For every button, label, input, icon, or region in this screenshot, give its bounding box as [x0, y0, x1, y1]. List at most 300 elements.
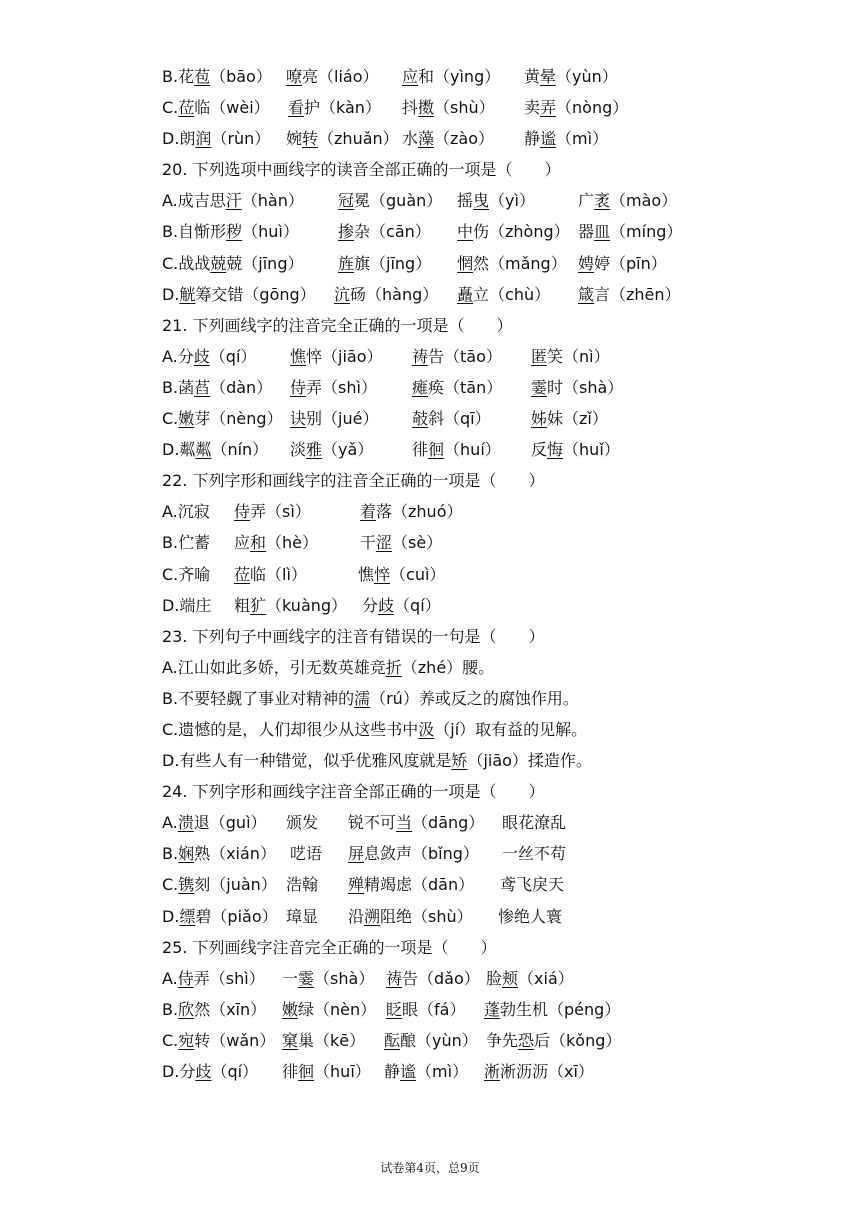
- option-cell: [162, 279, 316, 310]
- text-run: 时（shà）: [547, 377, 624, 397]
- text-run: 笑（nì）: [547, 346, 610, 366]
- text-run: 浩翰: [286, 875, 319, 895]
- text-run: 一丝不苟: [502, 844, 567, 864]
- text-run: 干: [360, 533, 377, 553]
- text-run: （zhuǎn）: [318, 129, 399, 149]
- text-run: （mào）: [610, 191, 678, 211]
- text-run: 绿（nèn）: [298, 999, 377, 1019]
- text-line: [162, 683, 822, 714]
- underlined-char: 屏: [348, 844, 365, 864]
- underlined-char: 霎: [298, 968, 315, 988]
- text-run: C.遗憾的是，人们却很少从这些书中: [162, 719, 419, 739]
- text-run: 憔: [358, 564, 375, 584]
- text-run: 广: [578, 191, 595, 211]
- text-run: （rú）养或反之的腐蚀作用。: [370, 688, 579, 708]
- text-line: [162, 932, 822, 963]
- option-cell: [386, 994, 465, 1025]
- option-cell: [402, 123, 494, 154]
- text-run: C.: [162, 409, 179, 429]
- text-run: 立（chù）: [473, 284, 551, 304]
- text-run: （xiá）: [518, 968, 574, 988]
- option-cell: [286, 901, 318, 932]
- text-run: （hè）: [266, 533, 319, 553]
- option-cell: [290, 341, 383, 372]
- option-cell: [282, 1056, 371, 1087]
- text-run: 20. 下列选项中画线字的读音全部正确的一项是（ ）: [162, 160, 561, 180]
- underlined-char: 当: [396, 813, 413, 833]
- underlined-char: 中: [457, 222, 474, 242]
- option-cell: [502, 807, 566, 838]
- text-run: B.: [162, 999, 179, 1019]
- option-cell: [162, 714, 587, 745]
- underlined-char: 祷: [386, 968, 403, 988]
- option-cell: [578, 216, 682, 247]
- text-run: 23. 下列句子中画线字的注音有错误的一句是（ ）: [162, 626, 545, 646]
- text-run: 呓语: [290, 844, 323, 864]
- underlined-char: 汲: [418, 719, 435, 739]
- option-cell: [162, 994, 266, 1025]
- option-cell: [162, 1025, 275, 1056]
- text-run: 阻绝（shù）: [380, 906, 473, 926]
- text-run: D.有些人有一种错觉，似乎优雅风度就是: [162, 751, 452, 771]
- option-cell: [348, 869, 474, 900]
- underlined-char: 溃: [177, 813, 194, 833]
- text-run: 精竭虑（dān）: [364, 875, 475, 895]
- text-run: 兢（jīng）: [226, 253, 304, 273]
- text-run: D.端庄: [162, 595, 212, 615]
- option-cell: [162, 559, 210, 590]
- text-run: 锐不可: [348, 813, 397, 833]
- underlined-char: 矫: [451, 751, 468, 771]
- option-cell: [578, 185, 677, 216]
- text-run: （hàn）: [241, 191, 304, 211]
- option-cell: [282, 994, 376, 1025]
- option-cell: [162, 403, 283, 434]
- text-run: 砀（hàng）: [350, 284, 439, 304]
- text-run: （qí）: [394, 595, 441, 615]
- text-run: （shà）: [314, 968, 375, 988]
- underlined-char: 瘫: [412, 377, 429, 397]
- underlined-char: 攲: [412, 409, 429, 429]
- text-run: 勃生机（péng）: [500, 999, 621, 1019]
- text-run: 后（kǒng）: [534, 1030, 622, 1050]
- text-run: B.: [162, 844, 179, 864]
- underlined-char: 汗: [225, 191, 242, 211]
- text-run: 争先: [486, 1030, 519, 1050]
- underlined-char: 侍: [234, 502, 251, 522]
- option-cell: [162, 1056, 258, 1087]
- option-cell: [162, 776, 545, 807]
- text-line: [162, 341, 822, 372]
- option-cell: [162, 932, 497, 963]
- text-run: 碧（piǎo）: [195, 906, 278, 926]
- text-line: [162, 403, 822, 434]
- option-cell: [338, 248, 431, 279]
- option-cell: [162, 341, 256, 372]
- text-run: 和（yìng）: [418, 67, 501, 86]
- text-run: A.分: [162, 346, 194, 366]
- underlined-char: 侍: [177, 968, 194, 988]
- underlined-char: 旌: [338, 253, 355, 273]
- option-cell: [457, 216, 570, 247]
- text-run: 痪（tān）: [428, 377, 503, 397]
- underlined-char: 嫩: [178, 409, 195, 429]
- text-run: 应: [234, 533, 251, 553]
- option-cell: [162, 216, 299, 247]
- text-run: 抖: [402, 98, 419, 118]
- text-run: D.朗: [162, 129, 196, 149]
- text-line: [162, 807, 822, 838]
- option-cell: [524, 92, 628, 123]
- underlined-char: 掺: [338, 222, 355, 242]
- text-run: 黄: [524, 67, 541, 86]
- text-line: [162, 92, 822, 123]
- text-run: 徘: [412, 440, 429, 460]
- text-run: 护（kàn）: [304, 98, 381, 118]
- option-cell: [162, 869, 277, 900]
- text-line: [162, 652, 822, 683]
- text-run: （zhé）腰。: [401, 657, 495, 677]
- underlined-char: 颊: [502, 968, 519, 988]
- underlined-char: 看: [288, 98, 305, 118]
- option-cell: [162, 901, 278, 932]
- text-run: B.花: [162, 67, 195, 86]
- text-run: C.齐喻: [162, 564, 211, 584]
- underlined-char: 兢: [210, 253, 227, 273]
- option-cell: [286, 869, 318, 900]
- text-run: （huí）: [444, 440, 501, 460]
- text-run: 摇: [457, 191, 474, 211]
- option-cell: [484, 1056, 594, 1087]
- text-run: 24. 下列字形和画线字注音全部正确的一项是（ ）: [162, 782, 545, 802]
- text-run: 亮（liáo）: [302, 67, 379, 86]
- text-run: （dàn）: [210, 377, 273, 397]
- text-run: （dāng）: [412, 813, 485, 833]
- text-line: [162, 248, 822, 279]
- text-run: 别（jué）: [306, 409, 379, 429]
- text-run: B.伫蓄: [162, 533, 211, 553]
- option-cell: [162, 92, 270, 123]
- underlined-char: 宛: [178, 1030, 195, 1050]
- underlined-char: 徊: [428, 440, 445, 460]
- text-run: B.不要轻觑了事业对精神的: [162, 688, 355, 708]
- underlined-char: 恐: [518, 1030, 535, 1050]
- option-cell: [162, 963, 265, 994]
- underlined-char: 祷: [412, 346, 429, 366]
- underlined-char: 沆: [334, 284, 351, 304]
- option-cell: [234, 590, 347, 621]
- underlined-char: 窠: [282, 1030, 299, 1050]
- option-cell: [402, 61, 500, 92]
- text-run: 芽（nèng）: [194, 409, 283, 429]
- underlined-char: 箴: [578, 284, 595, 304]
- text-run: （qí）: [211, 1062, 259, 1081]
- text-run: A.: [162, 813, 178, 833]
- text-run: （qí）: [209, 346, 257, 366]
- text-run: （yì）: [489, 191, 535, 211]
- option-cell: [362, 590, 441, 621]
- underlined-char: 悴: [374, 564, 391, 584]
- text-run: D.粼: [162, 440, 196, 460]
- text-run: 静: [384, 1062, 401, 1081]
- underlined-char: 殚: [348, 875, 365, 895]
- option-cell: [290, 403, 378, 434]
- underlined-char: 镌: [178, 875, 195, 895]
- text-run: （zào）: [434, 129, 495, 149]
- underlined-char: 皿: [594, 222, 611, 242]
- option-cell: [162, 745, 592, 776]
- option-cell: [531, 434, 620, 465]
- document-body: [162, 61, 822, 1087]
- text-line: [162, 465, 822, 496]
- underlined-char: 擞: [418, 98, 435, 118]
- text-line: [162, 994, 822, 1025]
- text-run: 冕（guàn）: [354, 191, 443, 211]
- text-line: [162, 527, 822, 558]
- text-line: [162, 372, 822, 403]
- option-cell: [486, 963, 574, 994]
- underlined-char: 溯: [364, 906, 381, 926]
- text-run: （mì）: [556, 129, 609, 149]
- text-run: （mì）: [416, 1062, 469, 1081]
- underlined-char: 转: [302, 129, 319, 149]
- underlined-char: 冠: [338, 191, 355, 211]
- option-cell: [498, 901, 562, 932]
- option-cell: [348, 838, 479, 869]
- text-run: 转（wǎn）: [194, 1030, 276, 1050]
- text-run: 鸢飞戾天: [500, 875, 565, 895]
- underlined-char: 涩: [376, 533, 393, 553]
- text-run: B.菡: [162, 377, 195, 397]
- text-run: 然（mǎng）: [473, 253, 567, 273]
- text-run: D.分: [162, 1062, 196, 1081]
- option-cell: [360, 527, 442, 558]
- option-cell: [338, 185, 442, 216]
- option-cell: [531, 403, 608, 434]
- text-run: A.江山如此多娇，引无数英雄竞: [162, 657, 386, 677]
- underlined-char: 缥: [179, 906, 196, 926]
- text-run: 淡: [290, 440, 307, 460]
- text-run: 分: [362, 595, 379, 615]
- text-run: 卖: [524, 98, 541, 118]
- option-cell: [412, 341, 502, 372]
- text-run: （yùn）: [556, 67, 618, 86]
- underlined-char: 惘: [457, 253, 474, 273]
- option-cell: [162, 527, 210, 558]
- text-line: [162, 559, 822, 590]
- option-cell: [162, 465, 545, 496]
- underlined-char: 萏: [194, 377, 211, 397]
- text-run: 22. 下列字形和画线字的注音全正确的一项是（ ）: [162, 471, 545, 491]
- option-cell: [348, 901, 473, 932]
- text-line: [162, 838, 822, 869]
- underlined-char: 粼: [195, 440, 212, 460]
- text-run: （jiāo）揉造作。: [467, 751, 592, 771]
- option-cell: [288, 92, 381, 123]
- option-cell: [531, 372, 623, 403]
- underlined-char: 嫩: [282, 999, 299, 1019]
- text-run: （shù）: [434, 98, 495, 118]
- underlined-char: 酝: [384, 1030, 401, 1050]
- option-cell: [502, 838, 566, 869]
- text-run: 刻（juàn）: [194, 875, 277, 895]
- underlined-char: 藻: [418, 129, 435, 149]
- text-run: 淅沥沥（xī）: [500, 1062, 594, 1081]
- option-cell: [162, 621, 545, 652]
- option-cell: [162, 61, 272, 92]
- option-cell: [457, 248, 567, 279]
- text-run: D.: [162, 906, 180, 926]
- text-line: [162, 590, 822, 621]
- text-run: A.沉寂: [162, 502, 210, 522]
- option-cell: [162, 652, 494, 683]
- text-run: 水: [402, 129, 419, 149]
- option-cell: [234, 527, 318, 558]
- option-cell: [402, 92, 495, 123]
- text-run: 粗: [234, 595, 251, 615]
- text-line: [162, 1025, 822, 1056]
- option-cell: [348, 807, 484, 838]
- text-run: （yǎ）: [322, 440, 374, 460]
- underlined-char: 嘹: [286, 67, 303, 86]
- option-cell: [162, 248, 303, 279]
- underlined-char: 袤: [594, 191, 611, 211]
- underlined-char: 淅: [484, 1062, 501, 1081]
- underlined-char: 侍: [290, 377, 307, 397]
- text-run: （nín）: [211, 440, 269, 460]
- text-run: 沿: [348, 906, 365, 926]
- underlined-char: 歧: [193, 346, 210, 366]
- option-cell: [484, 994, 620, 1025]
- page-footer: 试卷第4页，总9页: [380, 1161, 480, 1175]
- option-cell: [412, 372, 502, 403]
- option-cell: [290, 372, 377, 403]
- option-cell: [412, 434, 501, 465]
- underlined-char: 濡: [354, 688, 371, 708]
- text-line: [162, 963, 822, 994]
- text-line: [162, 745, 822, 776]
- text-line: [162, 310, 822, 341]
- text-run: 妹（zǐ）: [547, 409, 608, 429]
- text-run: C.: [162, 98, 179, 118]
- text-run: C.战战: [162, 253, 211, 273]
- option-cell: [162, 154, 561, 185]
- text-run: （huī）: [314, 1062, 371, 1081]
- underlined-char: 诀: [290, 409, 307, 429]
- underlined-char: 姊: [531, 409, 548, 429]
- underlined-char: 矗: [457, 284, 474, 304]
- underlined-char: 莅: [234, 564, 251, 584]
- underlined-char: 和: [250, 533, 267, 553]
- option-cell: [500, 869, 564, 900]
- option-cell: [578, 279, 681, 310]
- text-run: 徘: [282, 1062, 299, 1081]
- option-cell: [290, 838, 322, 869]
- text-run: 弄（shì）: [193, 968, 265, 988]
- option-cell: [234, 496, 311, 527]
- text-run: 告（tāo）: [428, 346, 502, 366]
- text-line: [162, 185, 822, 216]
- text-run: 弄（sì）: [250, 502, 311, 522]
- text-run: B.自惭形: [162, 222, 227, 242]
- option-cell: [286, 61, 379, 92]
- text-run: 然（xīn）: [194, 999, 267, 1019]
- underlined-char: 曳: [473, 191, 490, 211]
- text-run: C.: [162, 875, 179, 895]
- option-cell: [162, 807, 267, 838]
- underlined-char: 匿: [531, 346, 548, 366]
- text-run: 婷（pīn）: [594, 253, 667, 273]
- text-run: 斜（qī）: [428, 409, 491, 429]
- option-cell: [162, 123, 270, 154]
- option-cell: [162, 372, 272, 403]
- underlined-char: 犷: [250, 595, 267, 615]
- text-run: 伤（zhòng）: [473, 222, 570, 242]
- option-cell: [578, 248, 667, 279]
- text-run: 璋显: [286, 906, 319, 926]
- option-cell: [524, 123, 608, 154]
- underlined-char: 徊: [298, 1062, 315, 1081]
- text-run: （cuì）: [390, 564, 446, 584]
- underlined-char: 歧: [378, 595, 395, 615]
- option-cell: [162, 496, 210, 527]
- option-cell: [360, 496, 463, 527]
- underlined-char: 眨: [386, 999, 403, 1019]
- text-run: 器: [578, 222, 595, 242]
- option-cell: [338, 216, 431, 247]
- text-run: A.: [162, 968, 178, 988]
- underlined-char: 谧: [400, 1062, 417, 1081]
- option-cell: [290, 434, 373, 465]
- option-cell: [384, 1025, 478, 1056]
- text-run: 告（dǎo）: [402, 968, 480, 988]
- text-run: 巢（kē）: [298, 1030, 366, 1050]
- text-line: [162, 869, 822, 900]
- text-run: 言（zhēn）: [594, 284, 681, 304]
- option-cell: [531, 341, 610, 372]
- text-run: （sè）: [392, 533, 443, 553]
- underlined-char: 觥: [179, 284, 196, 304]
- text-line: [162, 154, 822, 185]
- underlined-char: 歧: [195, 1062, 212, 1081]
- text-line: [162, 123, 822, 154]
- option-cell: [162, 683, 579, 714]
- text-line: [162, 714, 822, 745]
- text-run: 筹交错（gōng）: [195, 284, 316, 304]
- text-run: 颁发: [286, 813, 319, 833]
- option-cell: [286, 807, 318, 838]
- text-run: 临（lì）: [250, 564, 307, 584]
- text-run: （míng）: [610, 222, 683, 242]
- underlined-char: 雅: [306, 440, 323, 460]
- text-run: （nòng）: [556, 98, 629, 118]
- text-line: [162, 434, 822, 465]
- underlined-char: 悔: [547, 440, 564, 460]
- option-cell: [384, 1056, 468, 1087]
- text-run: 静: [524, 129, 541, 149]
- text-run: （jí）取有益的见解。: [434, 719, 588, 739]
- text-run: 眼花潦乱: [502, 813, 567, 833]
- text-run: 酿（yùn）: [400, 1030, 478, 1050]
- option-cell: [162, 185, 304, 216]
- text-run: （kuàng）: [266, 595, 348, 615]
- underlined-char: 霎: [531, 377, 548, 397]
- underlined-char: 憔: [290, 346, 307, 366]
- underlined-char: 着: [360, 502, 377, 522]
- underlined-char: 苞: [194, 67, 211, 86]
- underlined-char: 欣: [178, 999, 195, 1019]
- option-cell: [162, 434, 268, 465]
